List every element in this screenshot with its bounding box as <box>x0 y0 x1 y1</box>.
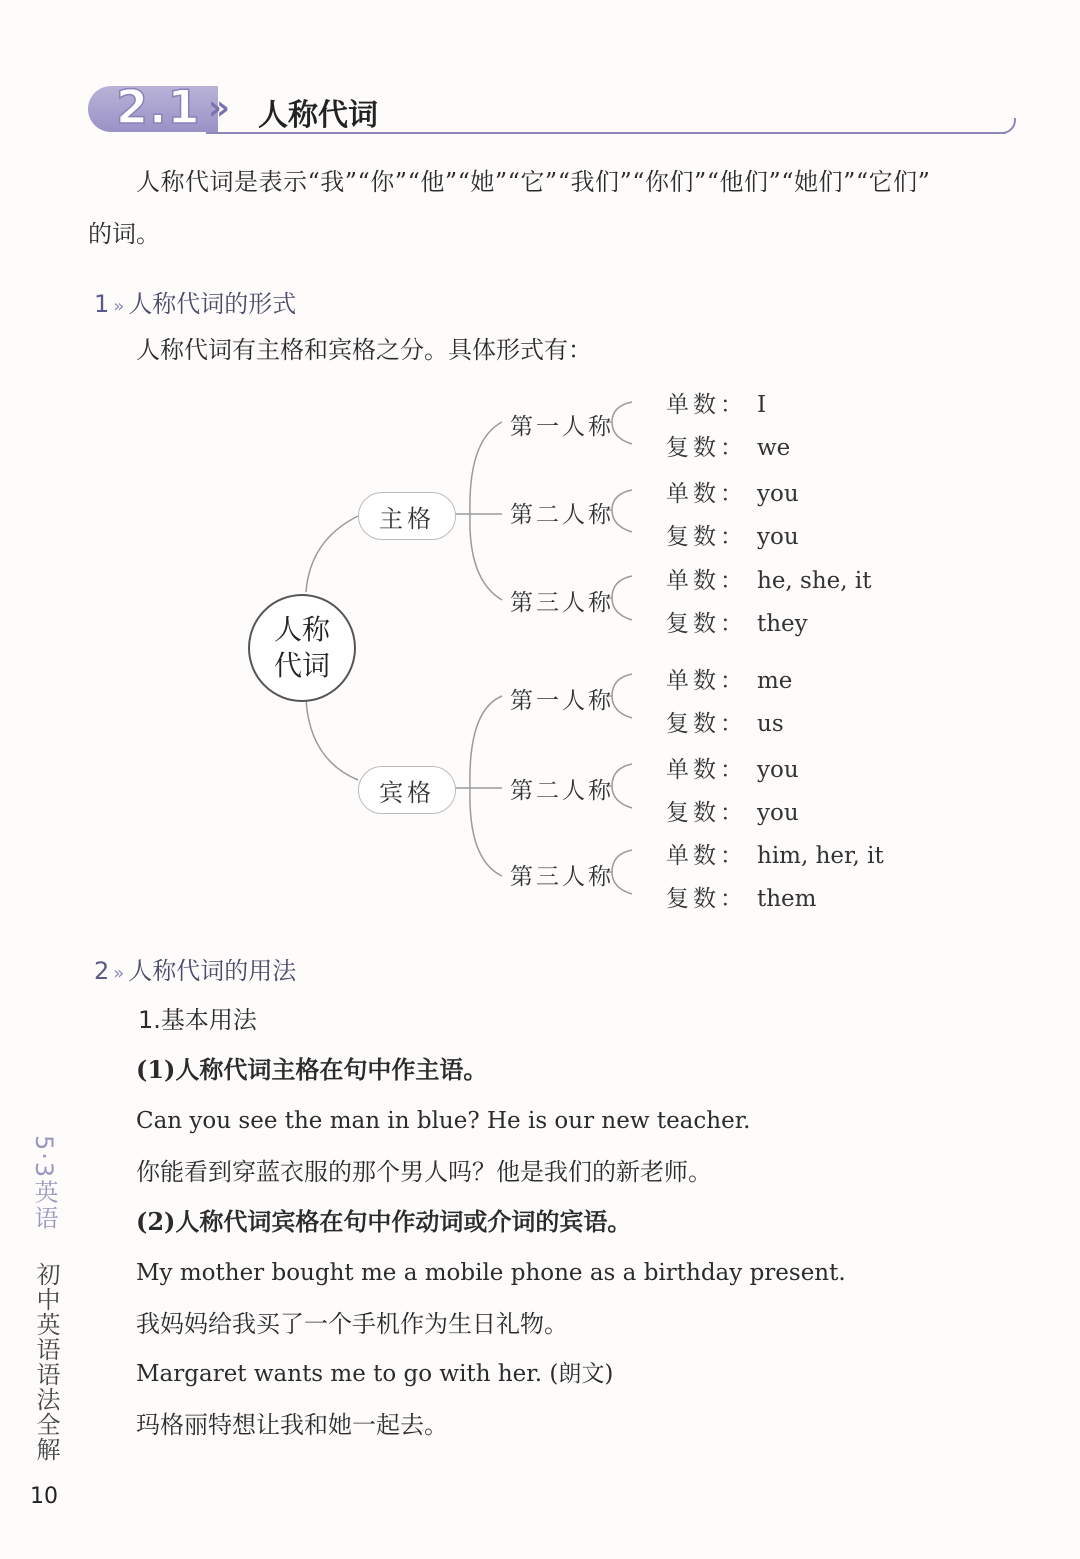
book-title: 初中英语语法全解 <box>32 1262 60 1462</box>
nominative-third-singular: 单数： he, she, it <box>666 568 872 594</box>
section-title: 人称代词 <box>258 98 378 133</box>
nominative-second-singular: 单数： you <box>666 481 799 507</box>
root-label-line-1: 人称 <box>273 613 330 646</box>
subheading-2 <box>94 951 296 986</box>
subheading-number: 2 <box>94 957 110 985</box>
intro-line-1: 人称代词是表示“我”“你”“他”“她”“它”“我们”“你们”“他们”“她们”“它们” <box>136 168 931 196</box>
nominative-first-singular: 单数： I <box>666 392 767 418</box>
objective-first-plural: 复数： us <box>666 711 784 737</box>
header-rule <box>206 132 1006 134</box>
rule-2: (2)人称代词宾格在句中作动词或介词的宾语。 <box>136 1207 632 1236</box>
double-chevron-icon: » <box>208 88 230 128</box>
objective-first-singular: 单数： me <box>666 668 793 694</box>
nominative-first-plural: 复数： we <box>666 435 791 461</box>
forms-intro-text: 人称代词有主格和宾格之分。具体形式有： <box>136 336 592 364</box>
example-1-chinese: 你能看到穿蓝衣服的那个男人吗？他是我们的新老师。 <box>136 1158 712 1186</box>
nominative-third-plural: 复数： they <box>666 611 808 637</box>
objective-third-singular: 单数： him, her, it <box>666 843 884 869</box>
objective-third-plural: 复数： them <box>666 886 817 912</box>
subheading-title: 人称代词的形式 <box>128 290 297 318</box>
objective-case-node: 宾格 <box>358 766 456 814</box>
example-2-chinese: 我妈妈给我买了一个手机作为生日礼物。 <box>136 1310 568 1338</box>
root-label-line-2: 代词 <box>273 649 330 682</box>
header-rule-tip <box>1000 118 1016 134</box>
example-1-english: Can you see the man in blue? He is our new teacher. <box>136 1108 751 1134</box>
section-number: 2.1 <box>116 80 201 134</box>
example-3-chinese: 玛格丽特想让我和她一起去。 <box>136 1411 448 1439</box>
objective-first-person: 第一人称 <box>510 688 614 714</box>
page-number: 10 <box>30 1484 58 1509</box>
nominative-first-person: 第一人称 <box>510 414 614 440</box>
basic-usage-heading: 1.基本用法 <box>138 1006 257 1034</box>
objective-third-person: 第三人称 <box>510 864 614 890</box>
objective-second-plural: 复数： you <box>666 800 799 826</box>
nominative-second-person: 第二人称 <box>510 502 614 528</box>
nominative-third-person: 第三人称 <box>510 590 614 616</box>
subheading-1 <box>94 284 296 319</box>
nominative-case-node: 主格 <box>358 492 456 540</box>
chevron-icon: » <box>113 296 125 317</box>
section-header <box>88 80 1018 140</box>
example-2-english: My mother bought me a mobile phone as a birthday present. <box>136 1260 846 1286</box>
subheading-number: 1 <box>94 290 110 318</box>
pronoun-mind-map <box>240 380 884 920</box>
objective-second-singular: 单数： you <box>666 757 799 783</box>
subheading-title: 人称代词的用法 <box>128 957 297 985</box>
intro-line-2: 的词。 <box>88 220 160 248</box>
example-3-english: Margaret wants me to go with her. (朗文) <box>136 1361 614 1387</box>
rule-1: (1)人称代词主格在句中作主语。 <box>136 1055 488 1084</box>
series-brand: 5·3英语 <box>30 1135 58 1232</box>
root-node <box>248 594 356 702</box>
nominative-second-plural: 复数： you <box>666 524 799 550</box>
chevron-icon: » <box>113 963 125 984</box>
objective-second-person: 第二人称 <box>510 778 614 804</box>
